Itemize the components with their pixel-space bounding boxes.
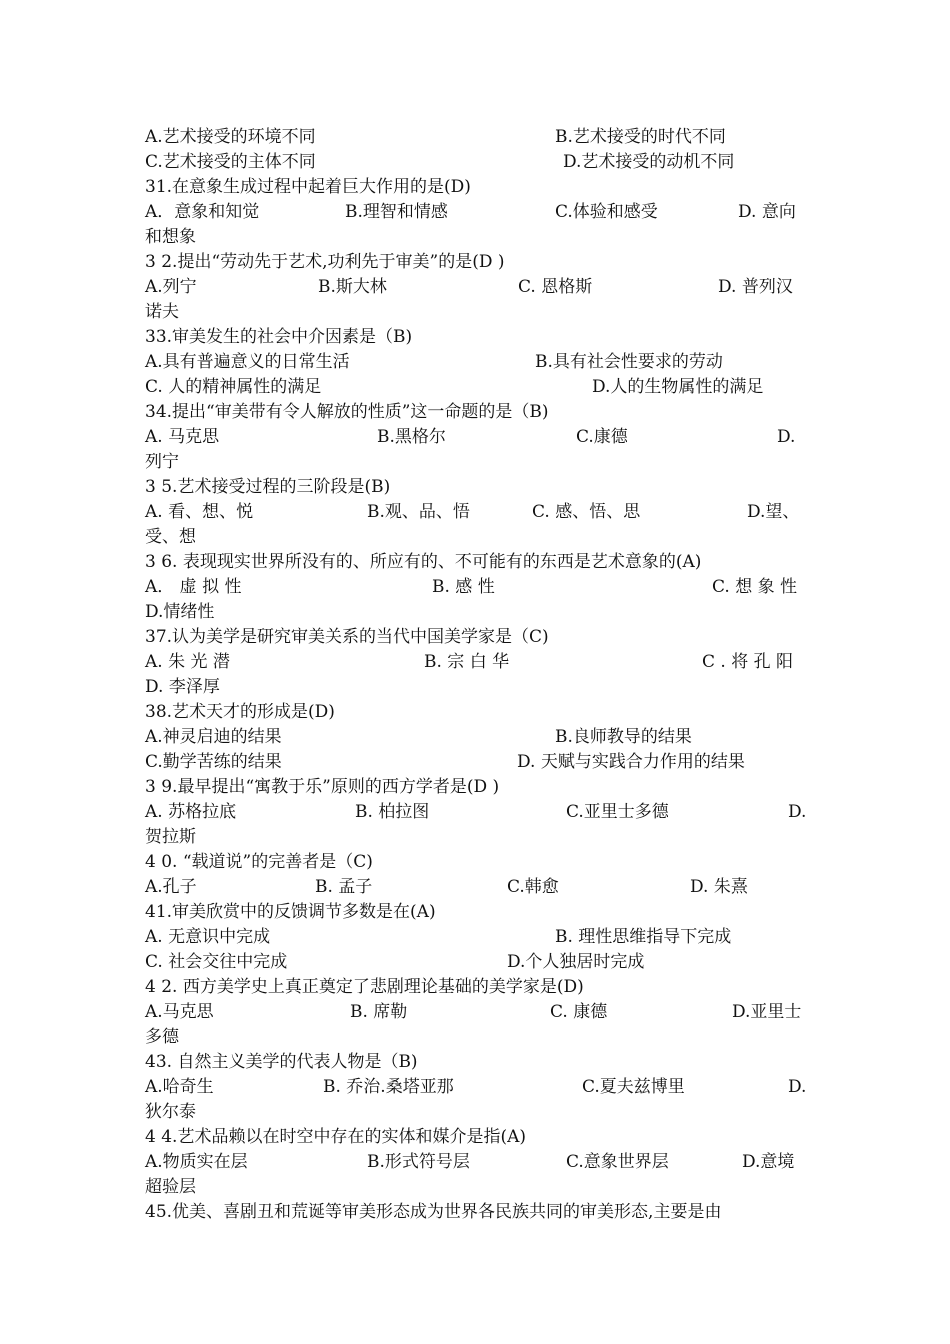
option-a: A.孔子 <box>145 877 197 897</box>
option-b: B.形式符号层 <box>367 1152 470 1172</box>
option-a: A.艺术接受的环境不同 <box>145 127 316 147</box>
continuation-line: 超验层 <box>145 1177 196 1197</box>
option-b: B.良师教导的结果 <box>555 727 692 747</box>
option-d: D. <box>777 427 796 447</box>
question-line: 31.在意象生成过程中起着巨大作用的是(D) <box>145 177 471 197</box>
option-d: D. 意向 <box>738 202 796 222</box>
question-line: 4 4.艺术品赖以在时空中存在的实体和媒介是指(A) <box>145 1127 526 1147</box>
option-c: C.体验和感受 <box>555 202 658 222</box>
option-c: C.勤学苦练的结果 <box>145 752 282 772</box>
question-line: 3 6. 表现现实世界所没有的、所应有的、不可能有的东西是艺术意象的(A) <box>145 552 702 572</box>
option-a: A. 看、想、悦 <box>145 502 254 522</box>
question-line: 37.认为美学是研究审美关系的当代中国美学家是（C) <box>145 627 549 647</box>
option-c: C.亚里士多德 <box>566 802 669 822</box>
option-c: C.韩愈 <box>507 877 559 897</box>
option-b: B. 席勒 <box>350 1002 408 1022</box>
option-b: B. 孟子 <box>315 877 373 897</box>
option-d: D. 天赋与实践合力作用的结果 <box>517 752 745 772</box>
option-d: D.望、 <box>747 502 800 522</box>
option-a: A.物质实在层 <box>145 1152 248 1172</box>
option-b: B. 乔治.桑塔亚那 <box>323 1077 454 1097</box>
option-c: C.意象世界层 <box>566 1152 669 1172</box>
question-line: 41.审美欣赏中的反馈调节多数是在(A) <box>145 902 436 922</box>
option-a: A.哈奇生 <box>145 1077 214 1097</box>
option-d: D. <box>788 1077 807 1097</box>
question-line: 3 5.艺术接受过程的三阶段是(B) <box>145 477 391 497</box>
option-c: C. 感、悟、思 <box>532 502 641 522</box>
question-line: 45.优美、喜剧丑和荒诞等审美形态成为世界各民族共同的审美形态,主要是由 <box>145 1202 722 1222</box>
option-d: D.个人独居时完成 <box>507 952 645 972</box>
continuation-line: 贺拉斯 <box>145 827 196 847</box>
option-a: A. 马克思 <box>145 427 220 447</box>
option-a: A. 苏格拉底 <box>145 802 237 822</box>
question-line: 34.提出“审美带有令人解放的性质”这一命题的是（B) <box>145 402 549 422</box>
option-b: B.理智和情感 <box>345 202 448 222</box>
option-d: D. <box>788 802 807 822</box>
option-c: C. 人的精神属性的满足 <box>145 377 322 397</box>
option-c: C . 将 孔 阳 <box>702 652 794 672</box>
option-b: B. 感 性 <box>432 577 495 597</box>
continuation-line: 和想象 <box>145 227 196 247</box>
option-b: B. 柏拉图 <box>355 802 430 822</box>
question-line: 3 2.提出“劳动先于艺术,功利先于审美”的是(D ) <box>145 252 505 272</box>
option-b: B.黑格尔 <box>377 427 446 447</box>
continuation-line: 狄尔泰 <box>145 1102 196 1122</box>
continuation-line: 受、想 <box>145 527 196 547</box>
option-b: B.艺术接受的时代不同 <box>555 127 726 147</box>
option-a: A. 无意识中完成 <box>145 927 271 947</box>
question-line: 43. 自然主义美学的代表人物是（B) <box>145 1052 418 1072</box>
option-c: C. 恩格斯 <box>518 277 593 297</box>
question-line: 38.艺术天才的形成是(D) <box>145 702 335 722</box>
option-a: A．意象和知觉 <box>145 202 260 222</box>
option-a: A.具有普遍意义的日常生活 <box>145 352 350 372</box>
option-a: A. 朱 光 潜 <box>145 652 230 672</box>
option-d: D. 朱熹 <box>690 877 748 897</box>
option-c: C.康德 <box>576 427 628 447</box>
option-a: A.神灵启迪的结果 <box>145 727 282 747</box>
continuation-line: 多德 <box>145 1027 179 1047</box>
option-d: D.亚里士 <box>732 1002 802 1022</box>
option-c: C.艺术接受的主体不同 <box>145 152 316 172</box>
option-d: D.意境 <box>742 1152 795 1172</box>
option-b: B.观、品、悟 <box>367 502 470 522</box>
option-b: B. 理性思维指导下完成 <box>555 927 732 947</box>
option-c: C.夏夫兹博里 <box>582 1077 685 1097</box>
question-line: 4 0. “载道说”的完善者是（C) <box>145 852 373 872</box>
question-line: 3 9.最早提出“寓教于乐”原则的西方学者是(D ) <box>145 777 500 797</box>
option-b: B.具有社会性要求的劳动 <box>535 352 723 372</box>
option-a: A.马克思 <box>145 1002 214 1022</box>
continuation-line: D.情绪性 <box>145 602 215 622</box>
option-d: D.艺术接受的动机不同 <box>563 152 735 172</box>
option-d: D.人的生物属性的满足 <box>592 377 764 397</box>
question-line: 33.审美发生的社会中介因素是（B) <box>145 327 413 347</box>
option-b: B. 宗 白 华 <box>424 652 510 672</box>
option-d: D. 普列汉 <box>718 277 793 297</box>
continuation-line: 列宁 <box>145 452 179 472</box>
option-c: C. 想 象 性 <box>712 577 798 597</box>
option-a: A.列宁 <box>145 277 197 297</box>
continuation-line: D. 李泽厚 <box>145 677 220 697</box>
continuation-line: 诺夫 <box>145 302 179 322</box>
option-c: C. 社会交往中完成 <box>145 952 288 972</box>
question-line: 4 2. 西方美学史上真正奠定了悲剧理论基础的美学家是(D) <box>145 977 584 997</box>
option-c: C. 康德 <box>550 1002 608 1022</box>
option-a: A． 虚 拟 性 <box>145 577 242 597</box>
option-b: B.斯大林 <box>318 277 387 297</box>
